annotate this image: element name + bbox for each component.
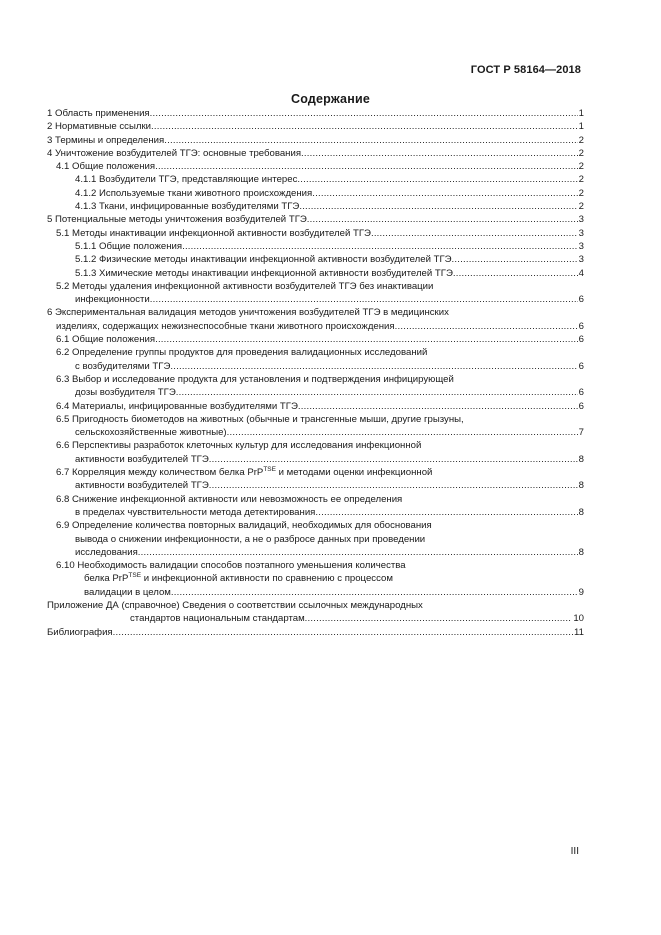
- toc-page-number: 11: [574, 626, 584, 638]
- toc-page-number: 1: [578, 108, 584, 119]
- toc-entry-title: 4.1.1 Возбудители ТГЭ, представляющие интерес: [75, 174, 298, 186]
- toc-entry-title: 2 Нормативные ссылки: [47, 121, 152, 133]
- toc-page-number: 2: [578, 134, 584, 146]
- toc-entry-title-continued: дозы возбудителя ТГЭ: [75, 387, 176, 399]
- toc-title: Содержание: [290, 92, 370, 106]
- toc-page-number: 2: [578, 187, 584, 199]
- toc-entry-title-continued: валидации в целом: [84, 586, 171, 598]
- toc-entry-title-continued: активности возбудителей ТГЭ: [75, 480, 209, 492]
- toc-page-number: 2: [578, 174, 584, 186]
- leader-dots: [395, 320, 578, 333]
- toc-entry-title-continued: исследования: [75, 546, 138, 558]
- leader-dots: [315, 506, 577, 519]
- toc-entry-title: 6.8 Снижение инфекционной активности или невозможность ее определения: [56, 493, 403, 505]
- toc-page-number: 8: [578, 546, 584, 558]
- toc-entry-appendix[interactable]: [47, 599, 584, 626]
- leader-dots: [171, 586, 578, 599]
- leader-dots: [298, 400, 578, 413]
- toc-entry-title: 4.1.2 Используемые ткани животного происхождения: [75, 187, 313, 199]
- table-of-contents: [47, 107, 584, 639]
- toc-entry[interactable]: [47, 107, 584, 120]
- toc-page-number: 9: [578, 586, 584, 598]
- document-standard-id: ГОСТ Р 58164—2018: [470, 64, 581, 76]
- toc-entry-title: 4.1 Общие положения: [56, 161, 156, 173]
- toc-entry[interactable]: [47, 466, 584, 493]
- toc-entry-title: 5.1 Методы инактивации инфекционной активности возбудителей ТГЭ: [56, 227, 371, 239]
- toc-entry-title: Приложение ДА (справочное) Сведения о соответствии ссылочных международных: [47, 599, 423, 611]
- leader-dots: [209, 453, 578, 466]
- toc-page-number: 6: [578, 320, 584, 332]
- toc-entry-title-continued: сельскохозяйственные животные): [75, 427, 227, 439]
- toc-entry-bibliography[interactable]: [47, 626, 584, 639]
- toc-entry-title-continued: вывода о снижении инфекционности, а не о разбросе данных при проведении: [75, 533, 426, 545]
- leader-dots: [312, 187, 577, 200]
- leader-dots: [453, 267, 578, 280]
- toc-entry[interactable]: [47, 200, 584, 213]
- toc-entry[interactable]: [47, 213, 584, 226]
- toc-entry[interactable]: [47, 439, 584, 466]
- leader-dots: [301, 147, 578, 160]
- toc-entry-title: 5 Потенциальные методы уничтожения возбудителей ТГЭ: [47, 214, 307, 226]
- toc-entry[interactable]: [47, 413, 584, 440]
- toc-entry-title-continued: в пределах чувствительности метода детектирования: [75, 506, 316, 518]
- leader-dots: [297, 173, 577, 186]
- toc-entry-title: 4 Уничтожение возбудителей ТГЭ: основные требования: [47, 147, 302, 159]
- toc-entry-title: 4.1.3 Ткани, инфицированные возбудителями ТГЭ: [75, 201, 300, 213]
- toc-page-number: 6: [578, 360, 584, 372]
- toc-entry-title: 6.3 Выбор и исследование продукта для установления и подтверждения инфицирующей: [56, 373, 454, 385]
- toc-page-number: 10: [573, 613, 584, 625]
- toc-entry[interactable]: [47, 559, 584, 599]
- toc-entry-title: 5.1.3 Химические методы инактивации инфекционной активности возбудителей ТГЭ: [75, 267, 453, 279]
- toc-entry[interactable]: [47, 373, 584, 400]
- leader-dots: [176, 386, 578, 399]
- toc-entry-title-continued: белка PrP$^{TSE}$ и инфекционной активности по сравнению с процессом: [84, 572, 393, 585]
- leader-dots: [209, 479, 578, 492]
- toc-entry[interactable]: [47, 519, 584, 559]
- toc-entry[interactable]: [47, 147, 584, 160]
- toc-page-number: 2: [578, 201, 584, 213]
- toc-entry-title-continued: изделиях, содержащих нежизнеспособные ткани животного происхождения: [56, 320, 395, 332]
- toc-entry-title: 6.4 Материалы, инфицированные возбудителями ТГЭ: [56, 400, 298, 412]
- toc-page-number: 6: [578, 387, 584, 399]
- leader-dots: [170, 360, 577, 373]
- toc-entry[interactable]: [47, 240, 584, 253]
- toc-entry[interactable]: [47, 267, 584, 280]
- toc-entry-title: 6.1 Общие положения: [56, 334, 156, 346]
- toc-entry-title: 5.1.2 Физические методы инактивации инфекционной активности возбудителей ТГЭ: [75, 254, 452, 266]
- toc-entry-title-continued: стандартов национальным стандартам: [130, 613, 305, 625]
- toc-page-number: 3: [578, 254, 584, 266]
- leader-dots: [150, 107, 578, 120]
- page-number: III: [570, 846, 579, 857]
- toc-entry[interactable]: [47, 253, 584, 266]
- toc-page-number: 2: [578, 161, 584, 173]
- toc-page-number: 8: [578, 506, 584, 518]
- toc-page-number: 1: [578, 121, 584, 133]
- leader-dots: [371, 227, 578, 240]
- toc-page-number: 3: [578, 227, 584, 239]
- toc-entry-title: Библиография: [47, 626, 113, 638]
- leader-dots: [151, 120, 578, 133]
- toc-entry-title-continued: инфекционности: [75, 294, 150, 306]
- toc-page-number: 6: [578, 294, 584, 306]
- leader-dots: [299, 200, 577, 213]
- toc-page-number: 2: [578, 147, 584, 159]
- toc-entry[interactable]: [47, 160, 584, 173]
- toc-entry[interactable]: [47, 280, 584, 307]
- toc-entry[interactable]: [47, 187, 584, 200]
- toc-page-number: 4: [578, 267, 584, 279]
- toc-entry-title: 5.1.1 Общие положения: [75, 240, 183, 252]
- toc-entry-title: 6.5 Пригодность биометодов на животных (обычные и трансгенные мыши, другие грызуны,: [56, 413, 464, 425]
- leader-dots: [305, 612, 573, 625]
- toc-entry[interactable]: [47, 306, 584, 333]
- toc-entry-title: 6.6 Перспективы разработок клеточных культур для исследования инфекционной: [56, 440, 422, 452]
- toc-entry-title-continued: с возбудителями ТГЭ: [75, 360, 171, 372]
- toc-entry[interactable]: [47, 227, 584, 240]
- leader-dots: [150, 293, 578, 306]
- leader-dots: [227, 426, 578, 439]
- toc-entry-title: 6.7 Корреляция между количеством белка PrP$^{TSE}$ и методами оценки инфекционной: [56, 465, 433, 479]
- toc-page-number: 8: [578, 480, 584, 492]
- leader-dots: [164, 134, 577, 147]
- toc-entry-title: 6.10 Необходимость валидации способов поэтапного уменьшения количества: [56, 560, 406, 572]
- toc-page-number: 6: [578, 400, 584, 412]
- toc-entry-title-continued: активности возбудителей ТГЭ: [75, 453, 209, 465]
- superscript-tse: TSE: [128, 572, 142, 580]
- toc-entry[interactable]: [47, 400, 584, 413]
- leader-dots: [307, 213, 578, 226]
- superscript-tse: TSE: [263, 465, 276, 473]
- toc-page-number: 3: [578, 214, 584, 226]
- leader-dots: [155, 160, 578, 173]
- leader-dots: [138, 546, 578, 559]
- toc-entry-title: 1 Область применения: [47, 108, 150, 119]
- toc-entry-title: 3 Термины и определения: [47, 134, 165, 146]
- leader-dots: [155, 333, 578, 346]
- toc-entry-title: 5.2 Методы удаления инфекционной активности возбудителей ТГЭ без инактивации: [56, 280, 434, 292]
- toc-entry-title: 6 Экспериментальная валидация методов уничтожения возбудителей ТГЭ в медицинских: [47, 307, 449, 319]
- toc-entry[interactable]: [47, 346, 584, 373]
- toc-page-number: 8: [578, 453, 584, 465]
- toc-entry[interactable]: [47, 120, 584, 133]
- leader-dots: [182, 240, 578, 253]
- toc-page-number: 7: [578, 427, 584, 439]
- toc-entry[interactable]: [47, 333, 584, 346]
- toc-entry[interactable]: [47, 134, 584, 147]
- toc-page-number: 6: [578, 334, 584, 346]
- toc-entry-title: 6.9 Определение количества повторных валидаций, необходимых для обоснования: [56, 520, 432, 532]
- leader-dots: [452, 253, 578, 266]
- toc-entry-title: 6.2 Определение группы продуктов для проведения валидационных исследований: [56, 347, 428, 359]
- leader-dots: [113, 626, 573, 639]
- toc-page-number: 3: [578, 240, 584, 252]
- toc-entry[interactable]: [47, 493, 584, 520]
- toc-entry[interactable]: [47, 173, 584, 186]
